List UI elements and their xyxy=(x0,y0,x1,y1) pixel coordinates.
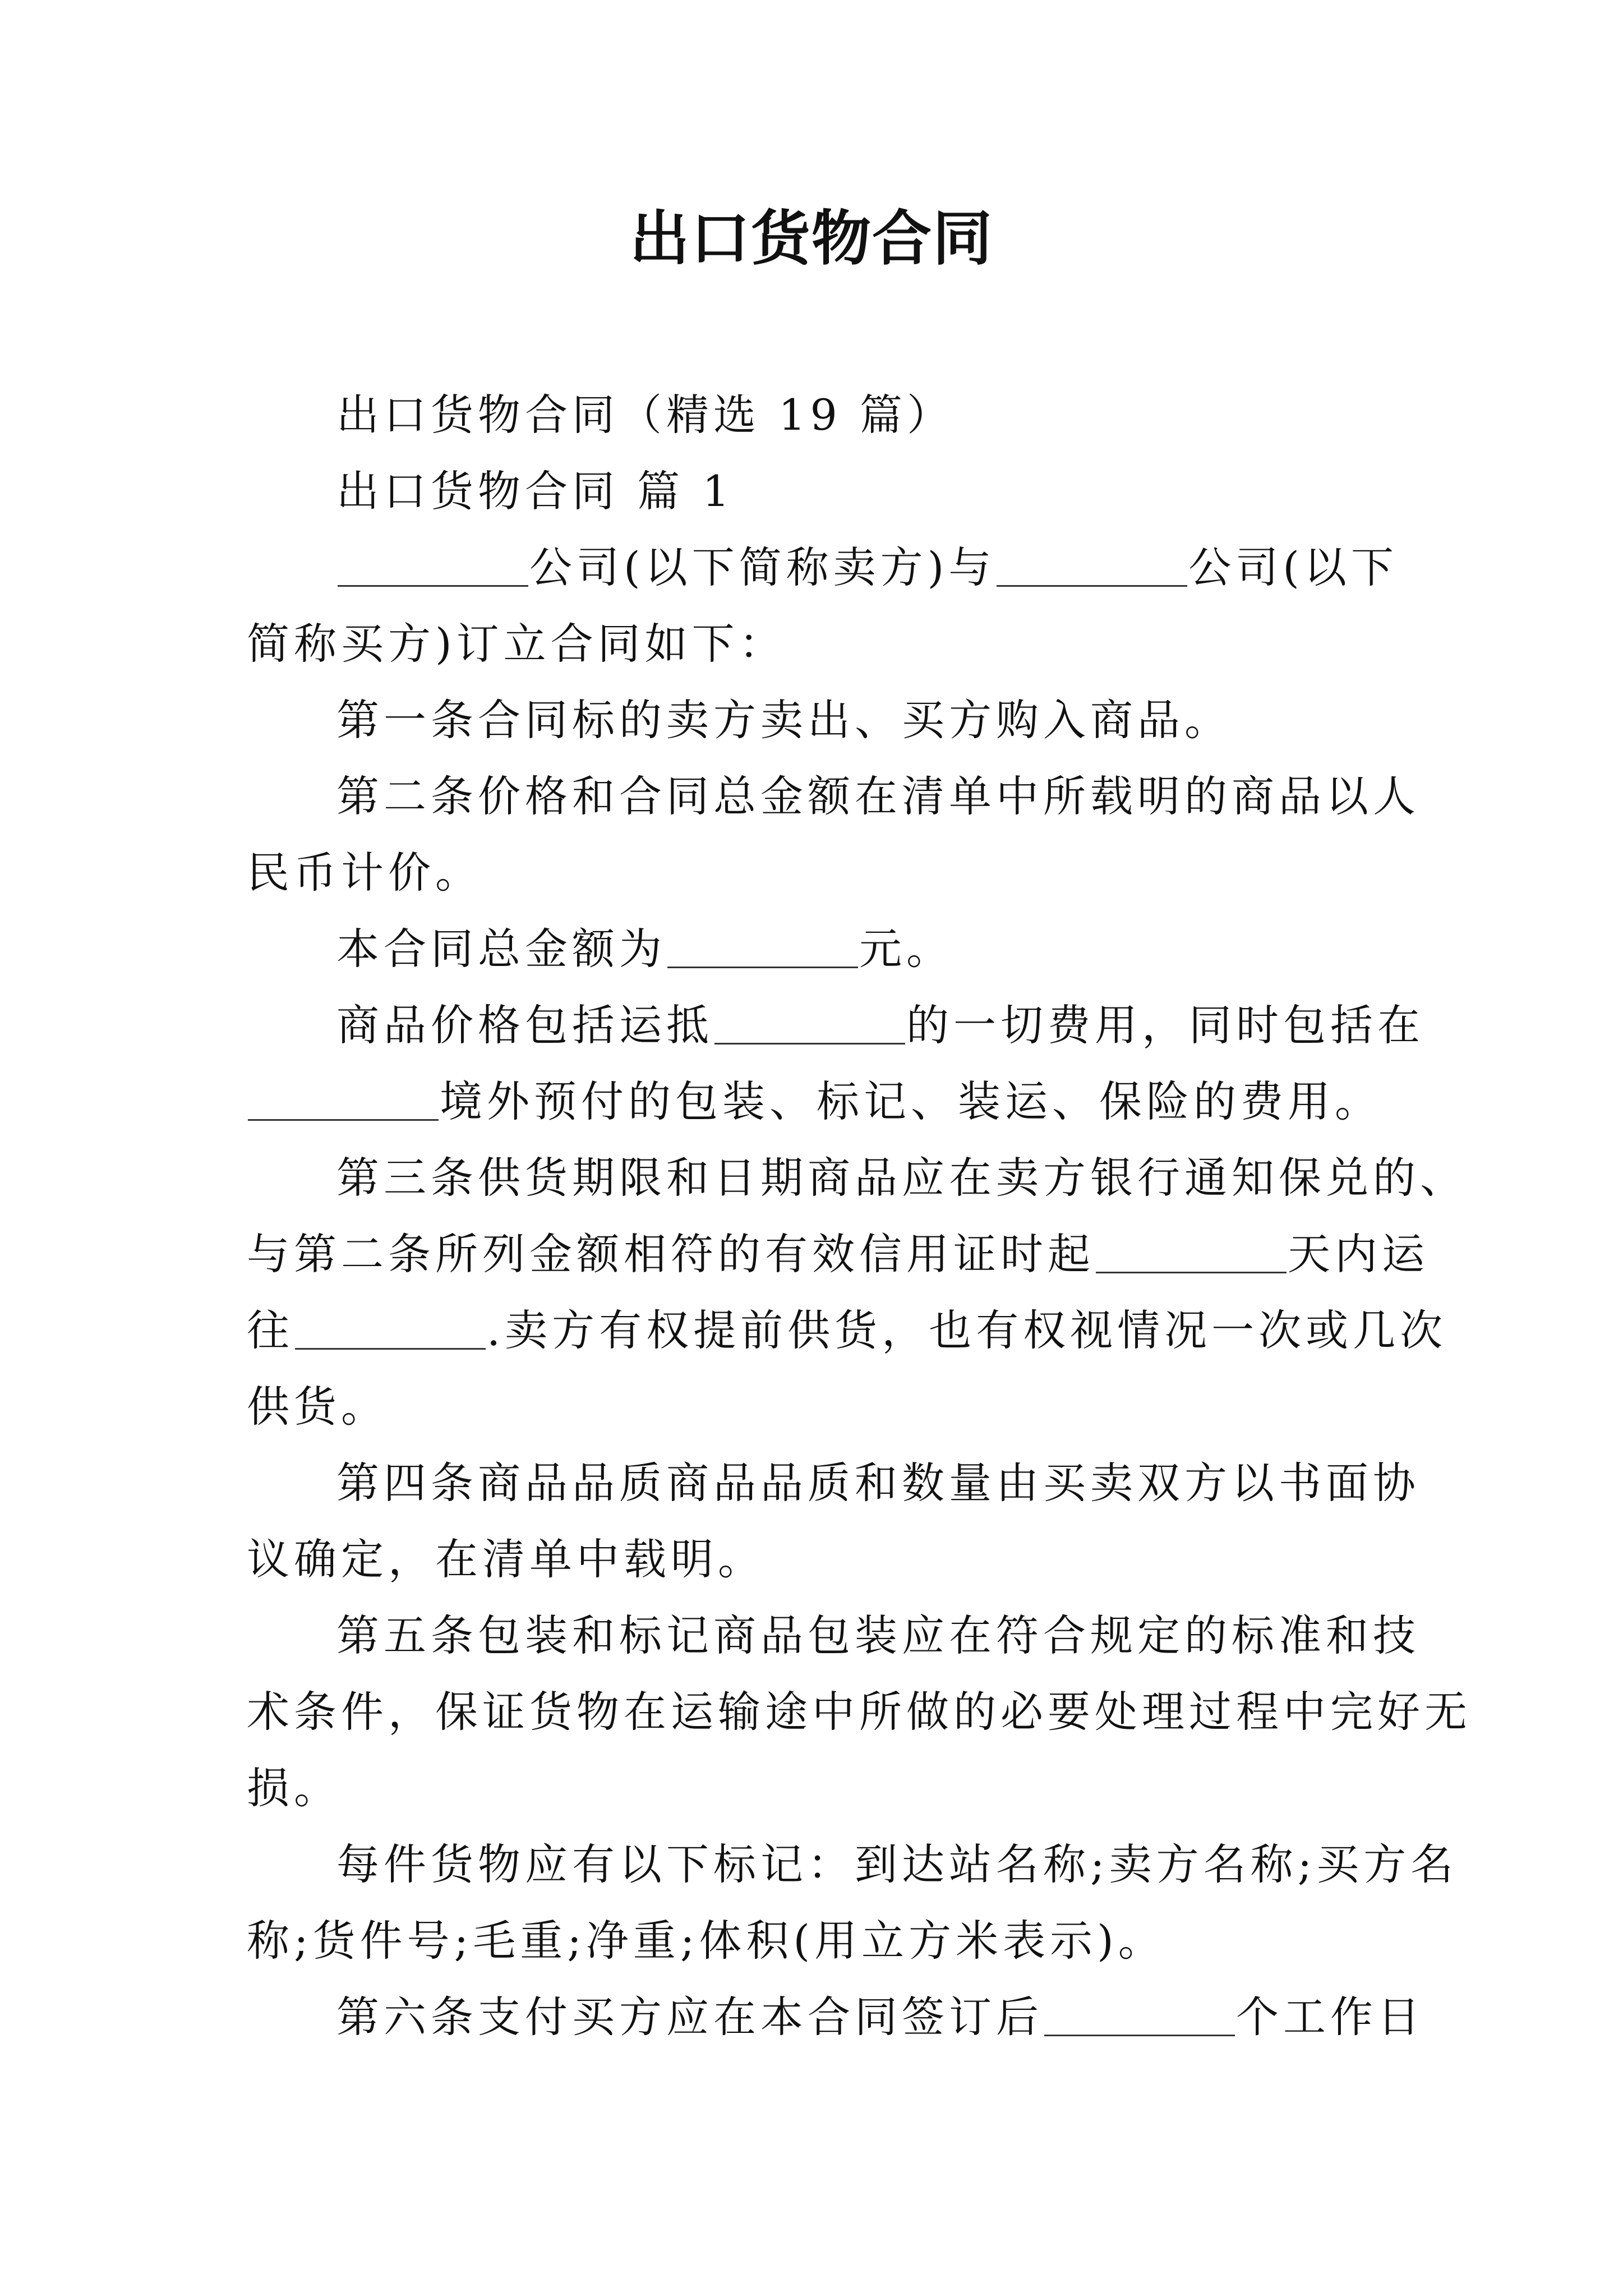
text-fragment: 境外预付的包装、标记、装运、保险的费用。 xyxy=(440,1076,1382,1126)
fill-in-blank xyxy=(997,542,1187,587)
text-fragment: 天内运 xyxy=(1288,1229,1429,1279)
fill-in-blank xyxy=(1044,1992,1235,2036)
paragraph-line xyxy=(247,530,1398,606)
paragraph-line: 第二条价格和合同总金额在清单中所载明的商品以人 xyxy=(336,771,1420,821)
text-fragment: 公司(以下简称卖方)与 xyxy=(529,542,996,592)
document-body xyxy=(247,377,1472,2055)
fill-in-blank xyxy=(295,1305,486,1350)
fill-in-blank xyxy=(338,542,528,587)
paragraph-line: 第五条包装和标记商品包装应在符合规定的标准和技 xyxy=(336,1611,1420,1660)
paragraph-line xyxy=(247,987,1424,1064)
text-fragment: 公司(以下 xyxy=(1188,542,1398,592)
paragraph-line: 每件货物应有以下标记：到达站名称;卖方名称;买方名 xyxy=(336,1839,1458,1889)
text-fragment: 本合同总金额为 xyxy=(336,924,666,974)
paragraph-line: 称;货件号;毛重;净重;体积(用立方米表示)。 xyxy=(247,1916,1165,1966)
paragraph-line: 第一条合同标的卖方卖出、买方购入商品。 xyxy=(336,695,1232,745)
paragraph-line: 第四条商品品质商品品质和数量由买卖双方以书面协 xyxy=(336,1458,1420,1508)
paragraph-line: 第三条供货期限和日期商品应在卖方银行通知保兑的、 xyxy=(336,1153,1467,1203)
text-fragment: 元。 xyxy=(859,924,953,974)
text-fragment: 的一切费用，同时包括在 xyxy=(906,1000,1424,1050)
paragraph-line xyxy=(247,1216,1429,1292)
paragraph-line: 供货。 xyxy=(247,1382,388,1432)
text-fragment: 第六条支付买方应在本合同签订后 xyxy=(336,1992,1043,2042)
text-fragment: .卖方有权提前供货，也有权视情况一次或几次 xyxy=(487,1305,1447,1355)
paragraph-line xyxy=(247,1292,1447,1369)
paragraph-line xyxy=(247,1064,1385,1140)
paragraph-line: 议确定，在清单中载明。 xyxy=(247,1534,765,1584)
subtitle-line: 出口货物合同（精选 19 篇） xyxy=(336,390,955,440)
fill-in-blank xyxy=(714,1000,905,1045)
text-fragment: 往 xyxy=(247,1305,294,1355)
fill-in-blank xyxy=(667,924,858,968)
document-title: 出口货物合同 xyxy=(630,203,993,273)
paragraph-line xyxy=(247,911,1385,987)
paragraph-line: 损。 xyxy=(247,1763,341,1813)
paragraph-line: 术条件，保证货物在运输途中所做的必要处理过程中完好无 xyxy=(247,1687,1472,1737)
text-fragment: 个工作日 xyxy=(1236,1992,1424,2042)
section-heading: 出口货物合同 篇 1 xyxy=(336,466,734,516)
paragraph-line xyxy=(247,1979,1424,2055)
paragraph-line: 简称买方)订立合同如下： xyxy=(247,619,786,669)
text-fragment: 商品价格包括运抵 xyxy=(336,1000,713,1050)
fill-in-blank xyxy=(1096,1229,1287,1273)
paragraph-line: 民币计价。 xyxy=(247,848,482,898)
fill-in-blank xyxy=(248,1076,439,1121)
text-fragment: 与第二条所列金额相符的有效信用证时起 xyxy=(247,1229,1095,1279)
